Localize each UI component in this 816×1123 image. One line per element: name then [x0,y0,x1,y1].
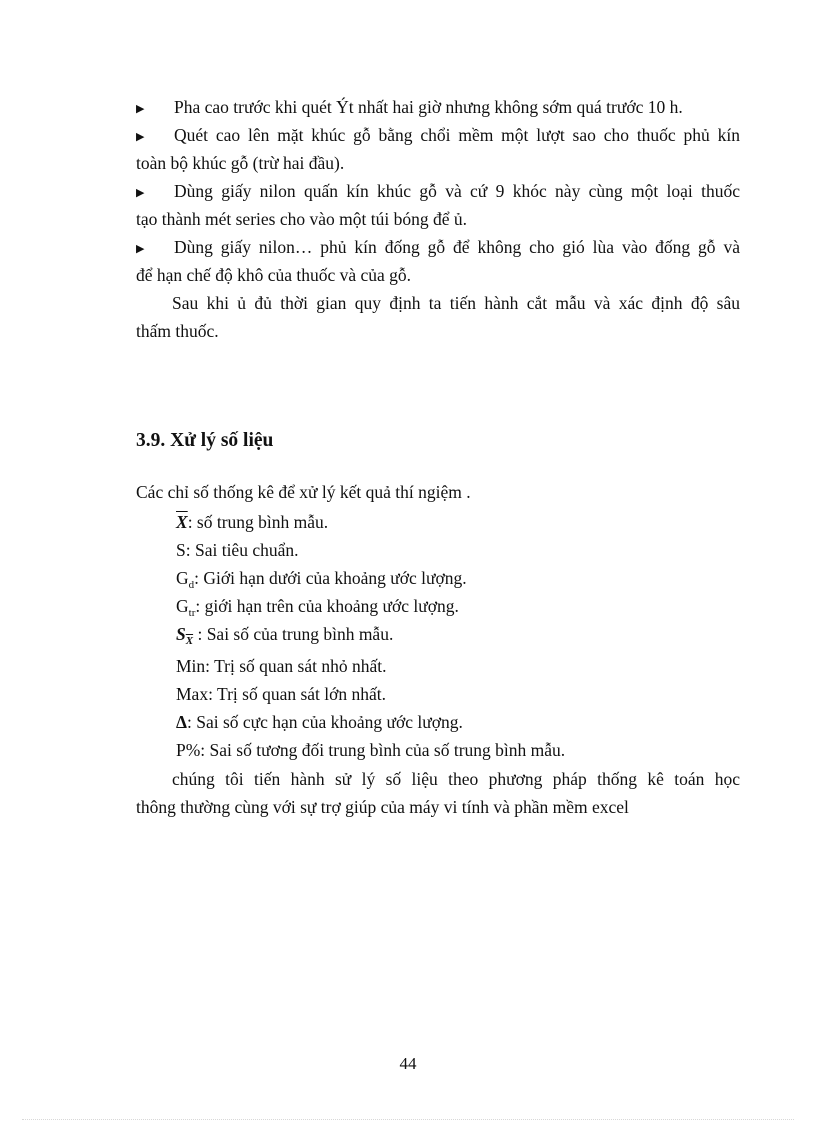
stat-text: : số trung bình mẫu. [187,512,329,532]
stat-text: : Sai số cực hạn của khoảng ước lượng. [186,712,463,732]
stat-max: Max: Trị số quan sát lớn nhất. [176,684,387,704]
stat-subscript: X [185,635,194,647]
stat-text: : Giới hạn dưới của khoảng ước lượng. [194,568,467,588]
bullet-arrow-icon: ▶ [136,131,145,143]
bullet-arrow-icon: ▶ [136,187,145,199]
stat-symbol: G [176,596,189,616]
stat-p-percent: P%: Sai số tương đối trung bình của số trung bình mẫu. [176,740,566,760]
bullet-arrow-icon: ▶ [136,103,145,115]
bullet-item-3 [136,177,740,207]
bullet-item-4 [136,233,740,263]
bullet-continuation: toàn bộ khúc gỗ (trừ hai đầu). [136,153,345,173]
footer-divider [22,1119,794,1120]
stat-mean [176,508,328,536]
page-number: 44 [399,1054,417,1073]
bullet-text: Quét cao lên mặt khúc gỗ bằng chổi mềm một lượt sao cho thuốc phủ kín [174,125,740,145]
bullet-continuation: để hạn chế độ khô của thuốc và của gỗ. [136,265,412,285]
stat-std-error [176,620,393,655]
stat-text: : Sai số của trung bình mẫu. [193,624,394,644]
delta-symbol: Δ [176,712,187,732]
closing-line: thông thường cùng với sự trợ giúp của máy vi tính và phần mềm excel [136,797,629,817]
stat-subscript: d [188,579,195,591]
stat-delta [176,708,463,736]
stat-std: S: Sai tiêu chuẩn. [176,540,299,560]
closing-line: chúng tôi tiến hành sử lý số liệu theo phương pháp thống kê toán học [172,769,740,789]
intro-text: Các chỉ số thống kê để xử lý kết quả thí ngiệm . [136,482,471,502]
stat-symbol: G [176,568,189,588]
bullet-item-1 [136,93,740,123]
stat-text: : giới hạn trên của khoảng ước lượng. [195,596,459,616]
stat-subscript: tr [188,607,196,619]
bullet-text: Pha cao trước khi quét Ýt nhất hai giờ nhưng không sớm quá trước 10 h. [174,97,683,117]
paragraph-line: Sau khi ủ đủ thời gian quy định ta tiến hành cắt mẫu và xác định độ sâu [172,293,740,313]
bullet-item-2 [136,121,740,151]
paragraph-line: thấm thuốc. [136,321,219,341]
bullet-continuation: tạo thành mét series cho vào một túi bóng để ủ. [136,209,467,229]
bullet-text: Dùng giấy nilon… phủ kín đống gỗ để không cho gió lùa vào đống gỗ và [174,237,740,257]
stat-min: Min: Trị số quan sát nhỏ nhất. [176,656,387,676]
bullet-arrow-icon: ▶ [136,243,145,255]
bullet-text: Dùng giấy nilon quấn kín khúc gỗ và cứ 9 khóc này cùng một loại thuốc [174,181,740,201]
section-heading: 3.9. Xử lý số liệu [136,430,274,451]
x-bar-symbol: $\overline{X}$ [176,512,188,532]
stat-symbol: S [176,624,186,644]
